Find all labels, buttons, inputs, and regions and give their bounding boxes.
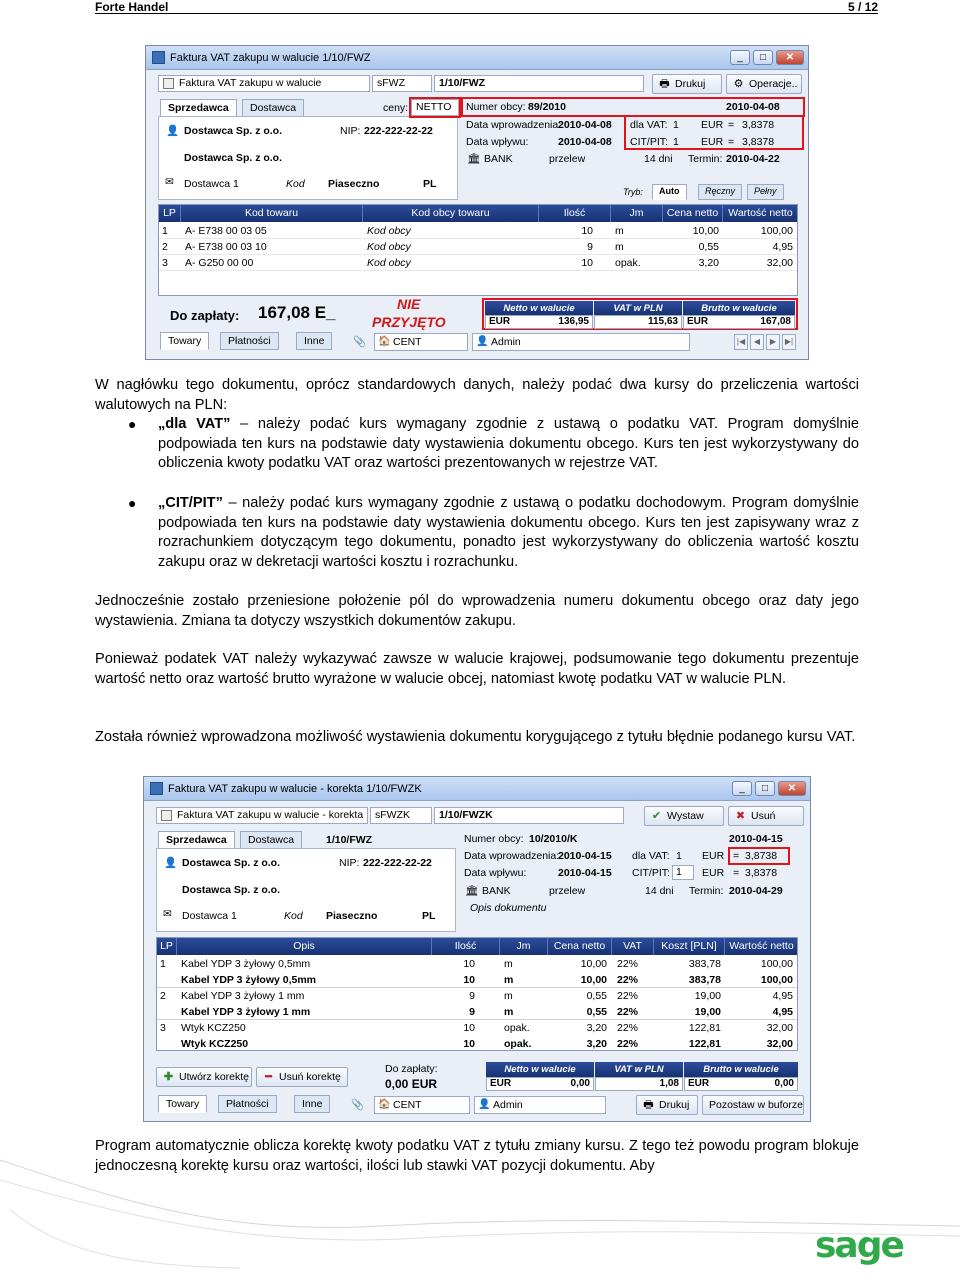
days: 14 dni bbox=[644, 153, 673, 165]
sum2-net: EUR 0,00 bbox=[486, 1077, 594, 1091]
col-item-code[interactable]: Kod towaru bbox=[181, 205, 363, 222]
table-cell: 3,20 bbox=[586, 1038, 607, 1050]
table-row[interactable] bbox=[157, 1004, 797, 1020]
col2-net-value[interactable]: Wartość netto bbox=[725, 938, 798, 955]
table-cell: m bbox=[504, 1006, 514, 1018]
sage-logo: sage bbox=[815, 1225, 903, 1266]
col-lp[interactable]: LP bbox=[159, 205, 181, 222]
col2-cost[interactable]: Koszt [PLN] bbox=[654, 938, 725, 955]
status-not: NIE bbox=[397, 296, 421, 312]
table-cell: A- E738 00 03 05 bbox=[185, 225, 267, 237]
table-cell: 10,00 bbox=[692, 225, 719, 237]
rate-cit-qty-2[interactable]: 1 bbox=[672, 865, 694, 880]
mode-label: Tryb: bbox=[623, 187, 643, 197]
rate-cit-eq-2: = bbox=[733, 867, 740, 879]
table-cell: 9 bbox=[587, 241, 593, 253]
bullet-1-dot: ● bbox=[128, 416, 137, 432]
table-cell: 10,00 bbox=[580, 974, 607, 986]
minimize-button[interactable]: _ bbox=[730, 50, 750, 65]
entry-date-label: Data wprowadzenia: bbox=[466, 119, 562, 131]
supplier-code: Dostawca 1 bbox=[184, 178, 239, 190]
city: Piaseczno bbox=[328, 178, 380, 190]
price-type-field[interactable]: NETTO bbox=[411, 99, 459, 116]
table-cell: 100,00 bbox=[760, 958, 793, 970]
table-cell: 10 bbox=[463, 1038, 475, 1050]
country-2: PL bbox=[422, 910, 436, 922]
foreign-number-label: Numer obcy: bbox=[466, 101, 526, 113]
user-icon-2: 👤 bbox=[478, 1099, 491, 1110]
table-cell: 10,00 bbox=[580, 958, 607, 970]
doc-number-field[interactable]: 1/10/FWZ bbox=[434, 75, 644, 92]
tab-supplier-2[interactable]: Dostawca bbox=[240, 831, 302, 849]
table-cell: Kabel YDP 3 żyłowy 1 mm bbox=[181, 990, 305, 1002]
table-cell: 10 bbox=[581, 225, 593, 237]
receipt-date-label: Data wpływu: bbox=[466, 136, 529, 148]
close-button[interactable]: ✕ bbox=[776, 50, 804, 65]
envelope-icon-2: ✉ bbox=[163, 908, 172, 920]
print-button[interactable]: 🖶 Drukuj bbox=[652, 74, 722, 94]
table-cell: 0,55 bbox=[586, 990, 607, 1002]
table-cell: 383,78 bbox=[688, 974, 721, 986]
sum-gross-header: Brutto w walucie bbox=[683, 301, 795, 316]
rate-cit-currency: EUR bbox=[701, 136, 724, 148]
keep-in-buffer-button[interactable]: Pozostaw w buforze bbox=[702, 1095, 804, 1115]
col2-lp[interactable]: LP bbox=[157, 938, 177, 955]
prev-record-button[interactable]: ◀ bbox=[750, 334, 764, 350]
table-cell: m bbox=[504, 974, 514, 986]
items-grid-2 bbox=[156, 937, 798, 1051]
last-record-button[interactable]: ▶| bbox=[782, 334, 796, 350]
price-type-label: ceny: bbox=[383, 102, 409, 114]
bullet-cit-term: „CIT/PIT” bbox=[158, 495, 223, 511]
kod-label: Kod bbox=[286, 178, 305, 190]
gear-icon: ⚙ bbox=[733, 78, 744, 90]
rate-cit-eq: = bbox=[728, 136, 735, 148]
remove-correction-button[interactable]: ━ Usuń korektę bbox=[256, 1067, 348, 1087]
table-cell: 10 bbox=[581, 257, 593, 269]
rate-vat-qty: 1 bbox=[673, 119, 679, 131]
table-cell: 0,55 bbox=[698, 241, 719, 253]
sum-gross: EUR 167,08 bbox=[683, 315, 795, 329]
table-cell: m bbox=[504, 958, 513, 970]
bullet-vat-term: „dla VAT” bbox=[158, 416, 231, 432]
table-row[interactable] bbox=[159, 239, 797, 255]
col-qty[interactable]: Ilość bbox=[539, 205, 611, 222]
user-icon: 👤 bbox=[476, 336, 489, 347]
table-row[interactable] bbox=[157, 972, 797, 988]
header-title: Forte Handel bbox=[95, 0, 169, 14]
invoice-window bbox=[145, 45, 809, 360]
title-bar bbox=[146, 46, 808, 70]
bullet-vat bbox=[158, 415, 859, 474]
original-doc-number: 1/10/FWZ bbox=[326, 834, 373, 846]
entry-date: 2010-04-08 bbox=[558, 119, 612, 131]
seller-name-2a: Dostawca Sp. z o.o. bbox=[182, 857, 281, 869]
tab-seller-2[interactable]: Sprzedawca bbox=[158, 831, 235, 849]
rate-vat-eq: = bbox=[728, 119, 735, 131]
nip-value-2: 222-222-22-22 bbox=[363, 857, 432, 869]
tab-items-2[interactable]: Towary bbox=[158, 1095, 207, 1113]
table-cell: 122,81 bbox=[688, 1038, 721, 1050]
correction-window bbox=[143, 776, 811, 1122]
nip-value: 222-222-22-22 bbox=[364, 125, 433, 137]
doc-description-label[interactable]: Opis dokumentu bbox=[470, 902, 547, 914]
doc-number-field-2[interactable]: 1/10/FWZK bbox=[434, 807, 624, 824]
table-cell: Kabel YDP 3 żyłowy 0,5mm bbox=[181, 974, 317, 986]
table-cell: 3,20 bbox=[698, 257, 719, 269]
issue-button[interactable]: ✔ Wystaw bbox=[644, 806, 724, 826]
page-header bbox=[95, 0, 878, 14]
rate-vat-label: dla VAT: bbox=[630, 119, 668, 131]
series-field-2[interactable]: sFWZK bbox=[370, 807, 432, 824]
table-cell: Kod obcy bbox=[367, 241, 411, 253]
bank-2: BANK bbox=[482, 885, 511, 897]
table-row[interactable] bbox=[159, 223, 797, 239]
minus-icon: ━ bbox=[265, 1071, 272, 1083]
doc-type-icon-2 bbox=[161, 810, 172, 821]
mode-full[interactable]: Pełny bbox=[747, 184, 784, 200]
table-cell: 3,20 bbox=[586, 1022, 607, 1034]
sum2-vat-header: VAT w PLN bbox=[595, 1062, 683, 1077]
paperclip-icon[interactable]: 📎 bbox=[353, 336, 367, 348]
table-cell: A- G250 00 00 bbox=[185, 257, 254, 269]
table-cell: opak. bbox=[615, 257, 641, 269]
table-row[interactable] bbox=[157, 1020, 797, 1036]
status-accepted: PRZYJĘTO bbox=[372, 314, 446, 330]
payment-method: przelew bbox=[549, 153, 586, 165]
user-field: 👤 Admin bbox=[472, 333, 690, 351]
table-cell: 122,81 bbox=[688, 1022, 721, 1034]
col2-desc[interactable]: Opis bbox=[177, 938, 432, 955]
operations-button[interactable]: ⚙ Operacje.. bbox=[726, 74, 802, 94]
table-cell: 100,00 bbox=[760, 225, 793, 237]
paperclip-icon-2[interactable]: 📎 bbox=[351, 1099, 365, 1111]
col2-unit[interactable]: Jm bbox=[500, 938, 548, 955]
print-button-2[interactable]: 🖶 Drukuj bbox=[636, 1095, 698, 1115]
seller-icon: 👤 bbox=[166, 125, 180, 137]
col2-qty[interactable]: Ilość bbox=[432, 938, 500, 955]
rate-cit-label: CIT/PIT: bbox=[630, 136, 668, 148]
table-row[interactable] bbox=[157, 1036, 797, 1051]
doc-type-field-2[interactable]: Faktura VAT zakupu w walucie - korekta bbox=[156, 807, 368, 824]
table-cell: 9 bbox=[469, 990, 475, 1002]
table-cell: 22% bbox=[617, 1038, 639, 1050]
col2-vat[interactable]: VAT bbox=[612, 938, 654, 955]
delete-button[interactable]: ✖ Usuń bbox=[728, 806, 804, 826]
receipt-date-label-2: Data wpływu: bbox=[464, 867, 527, 879]
table-cell: A- E738 00 03 10 bbox=[185, 241, 267, 253]
rate-vat-value-2[interactable]: 3,8738 bbox=[745, 850, 778, 862]
to-pay-label: Do zapłaty: bbox=[170, 308, 240, 323]
col-unit[interactable]: Jm bbox=[611, 205, 663, 222]
paragraph-fields: Jednocześnie zostało przeniesione położenie pól do wprowadzenia numeru dokumentu obcego oraz daty jego wystawienia. Zmiana ta dotyczy wszystkich dokumentów zakupu. bbox=[95, 593, 859, 629]
table-cell: 383,78 bbox=[688, 958, 721, 970]
table-cell: 22% bbox=[617, 974, 639, 986]
table-cell: Kabel YDP 3 żyłowy 0,5mm bbox=[181, 958, 311, 970]
page-number: 5 / 12 bbox=[847, 0, 878, 14]
bullet-cit-text: – należy podać kurs wymagany zgodnie z ustawą o podatku dochodowym. Program domyślnie podpowiada ten kurs na podstawie daty wystawienia dokumentu obcego. Kurs ten jest zapisywany wraz z rozrachunkiem dotyczącym tego dokumentu, ponadto jest wykorzystywany do obliczenia wartość kosztu zakupu oraz w dekretacji wartości kosztu i rozrachunku. bbox=[158, 495, 859, 570]
sum-vat: 115,63 bbox=[594, 315, 682, 329]
table-cell: Wtyk KCZ250 bbox=[181, 1038, 249, 1050]
table-cell: 4,95 bbox=[772, 1006, 793, 1018]
foreign-number-2: 10/2010/K bbox=[529, 833, 578, 845]
table-cell: 32,00 bbox=[766, 1022, 793, 1034]
window-title-2: Faktura VAT zakupu w walucie - korekta 1/10/FWZK bbox=[168, 783, 422, 795]
title-bar-2 bbox=[144, 777, 810, 801]
user-field-2: 👤 Admin bbox=[474, 1096, 606, 1114]
table-cell: Kod obcy bbox=[367, 225, 411, 237]
receipt-date: 2010-04-08 bbox=[558, 136, 612, 148]
paragraph-auto-correction: Program automatycznie oblicza korektę kwoty podatku VAT z tytułu zmiany kursu. Z tego też powodu program blokuje jednoczesną korektę kursu oraz wartości, ilości lub stawki VAT pozycji dokumentu. Aby bbox=[95, 1138, 859, 1174]
next-record-button[interactable]: ▶ bbox=[766, 334, 780, 350]
plus-icon: ✚ bbox=[163, 1071, 174, 1083]
maximize-button-2[interactable]: □ bbox=[755, 781, 775, 796]
table-cell: m bbox=[615, 225, 624, 237]
bank: BANK bbox=[484, 153, 513, 165]
table-cell: 22% bbox=[617, 1006, 639, 1018]
table-cell: 2 bbox=[162, 241, 168, 253]
to-pay-label-2: Do zapłaty: bbox=[385, 1063, 438, 1075]
entry-date-2: 2010-04-15 bbox=[558, 850, 612, 862]
table-cell: Wtyk KCZ250 bbox=[181, 1022, 246, 1034]
table-cell: 19,00 bbox=[694, 990, 721, 1002]
table-cell: 32,00 bbox=[766, 1038, 793, 1050]
table-cell: m bbox=[504, 990, 513, 1002]
rate-cit-value[interactable]: 3,8378 bbox=[742, 136, 775, 148]
table-cell: 10 bbox=[463, 1022, 475, 1034]
paragraph-vat-currency: Ponieważ podatek VAT należy wykazywać zawsze w walucie krajowej, podsumowanie tego dokumentu prezentuje wartość netto oraz wartość brutto wyrażone w walucie obcej, natomiast kwotę podatku VAT w walucie PLN. bbox=[95, 651, 859, 687]
table-cell: 3 bbox=[162, 257, 168, 269]
seller-name-2: Dostawca Sp. z o.o. bbox=[184, 152, 283, 164]
supplier-code-2: Dostawca 1 bbox=[182, 910, 237, 922]
tab-supplier[interactable]: Dostawca bbox=[242, 99, 304, 117]
warehouse-icon: 🏠 bbox=[378, 336, 391, 347]
table-cell: 22% bbox=[617, 990, 639, 1002]
nip-label-2: NIP: bbox=[339, 857, 360, 869]
bullet-cit bbox=[158, 494, 859, 572]
bullet-vat-text: – należy podać kurs wymagany zgodnie z ustawą o podatku VAT. Program domyślnie podpowiada ten kurs na podstawie daty wystawienia dokumentu obcego. Kurs ten jest wykorzystywany do obliczenia kwoty podatku VAT oraz wartości prezentowanych w rejestrze VAT. bbox=[158, 416, 859, 471]
rate-cit-qty: 1 bbox=[673, 136, 679, 148]
table-cell: Kabel YDP 3 żyłowy 1 mm bbox=[181, 1006, 311, 1018]
first-record-button[interactable]: |◀ bbox=[734, 334, 748, 350]
sum2-gross: EUR 0,00 bbox=[684, 1077, 798, 1091]
foreign-number: 89/2010 bbox=[528, 101, 566, 113]
table-row[interactable] bbox=[159, 255, 797, 271]
table-cell: 1 bbox=[160, 958, 166, 970]
seller-name-2b: Dostawca Sp. z o.o. bbox=[182, 884, 281, 896]
col-net-value[interactable]: Wartość netto bbox=[723, 205, 798, 222]
window-title: Faktura VAT zakupu w walucie 1/10/FWZ bbox=[170, 52, 371, 64]
seller-icon-2: 👤 bbox=[164, 857, 178, 869]
term-date-2: 2010-04-29 bbox=[729, 885, 783, 897]
tab-seller[interactable]: Sprzedawca bbox=[160, 99, 237, 117]
rate-cit-currency-2: EUR bbox=[702, 867, 725, 879]
col-net-price[interactable]: Cena netto bbox=[663, 205, 723, 222]
mode-manual[interactable]: Ręczny bbox=[698, 184, 742, 200]
foreign-number-label-2: Numer obcy: bbox=[464, 833, 524, 845]
maximize-button[interactable]: □ bbox=[753, 50, 773, 65]
sum2-net-header: Netto w walucie bbox=[486, 1062, 594, 1077]
table-cell: opak. bbox=[504, 1022, 530, 1034]
warehouse-field-2[interactable]: 🏠 CENT bbox=[374, 1096, 470, 1114]
create-correction-button[interactable]: ✚ Utwórz korektę bbox=[156, 1067, 252, 1087]
rate-vat-label-2: dla VAT: bbox=[632, 850, 670, 862]
doc-type-icon bbox=[163, 78, 174, 89]
payment-method-2: przelew bbox=[549, 885, 586, 897]
warehouse-icon-2: 🏠 bbox=[378, 1099, 391, 1110]
col-foreign-code[interactable]: Kod obcy towaru bbox=[363, 205, 539, 222]
bank-icon-2: 🏛 bbox=[465, 885, 479, 897]
bullet-2-dot: ● bbox=[128, 495, 137, 511]
series-field[interactable]: sFWZ bbox=[372, 75, 432, 92]
city-2: Piaseczno bbox=[326, 910, 378, 922]
rate-vat-qty-2: 1 bbox=[676, 850, 682, 862]
table-cell: Kod obcy bbox=[367, 257, 411, 269]
table-row[interactable] bbox=[157, 988, 797, 1004]
bank-icon: 🏛 bbox=[467, 153, 481, 165]
table-cell: 10 bbox=[463, 974, 475, 986]
tab-payments-2[interactable]: Płatności bbox=[218, 1095, 277, 1113]
table-cell: opak. bbox=[504, 1038, 532, 1050]
tab-items[interactable]: Towary bbox=[160, 332, 209, 350]
printer-icon: 🖶 bbox=[659, 78, 670, 90]
warehouse-field[interactable]: 🏠 CENT bbox=[374, 333, 468, 351]
table-cell: 3 bbox=[160, 1022, 166, 1034]
table-cell: m bbox=[615, 241, 624, 253]
table-cell: 22% bbox=[617, 1022, 639, 1034]
sum-vat-header: VAT w PLN bbox=[594, 301, 682, 316]
term-date: 2010-04-22 bbox=[726, 153, 780, 165]
table-cell: 1 bbox=[162, 225, 168, 237]
check-icon: ✔ bbox=[651, 810, 662, 822]
term-label-2: Termin: bbox=[689, 885, 724, 897]
table-cell: 4,95 bbox=[772, 990, 793, 1002]
table-cell: 22% bbox=[617, 958, 639, 970]
paragraph-intro: W nagłówku tego dokumentu, oprócz standardowych danych, należy podać dwa kursy do przeliczenia wartości walutowych na PLN: bbox=[95, 377, 859, 413]
table-cell: 10 bbox=[463, 958, 475, 970]
app-icon bbox=[152, 51, 165, 64]
receipt-date-2: 2010-04-15 bbox=[558, 867, 612, 879]
minimize-button-2[interactable]: _ bbox=[732, 781, 752, 796]
rate-vat-currency: EUR bbox=[701, 119, 724, 131]
envelope-icon: ✉ bbox=[165, 176, 174, 188]
sum2-vat: 1,08 bbox=[595, 1077, 683, 1091]
tab-other[interactable]: Inne bbox=[296, 332, 332, 350]
tab-payments[interactable]: Płatności bbox=[220, 332, 279, 350]
rate-vat-value[interactable]: 3,8378 bbox=[742, 119, 775, 131]
printer-icon-2: 🖶 bbox=[643, 1099, 654, 1111]
doc-date: 2010-04-08 bbox=[726, 101, 780, 113]
table-cell: 32,00 bbox=[766, 257, 793, 269]
to-pay-value: 167,08 E_ bbox=[258, 303, 336, 322]
sum-net: EUR 136,95 bbox=[485, 315, 593, 329]
days-2: 14 dni bbox=[645, 885, 674, 897]
doc-type-field[interactable]: Faktura VAT zakupu w walucie bbox=[158, 75, 370, 92]
kod-label-2: Kod bbox=[284, 910, 303, 922]
table-row[interactable] bbox=[157, 956, 797, 972]
table-cell: 0,55 bbox=[586, 1006, 607, 1018]
table-cell: 4,95 bbox=[772, 241, 793, 253]
doc-date-2: 2010-04-15 bbox=[729, 833, 783, 845]
seller-name: Dostawca Sp. z o.o. bbox=[184, 125, 283, 137]
country: PL bbox=[423, 178, 437, 190]
app-icon-2 bbox=[150, 782, 163, 795]
sum-net-header: Netto w walucie bbox=[485, 301, 593, 316]
table-cell: 9 bbox=[469, 1006, 475, 1018]
mode-auto[interactable]: Auto bbox=[652, 184, 687, 200]
sum2-gross-header: Brutto w walucie bbox=[684, 1062, 798, 1077]
price-type-highlight bbox=[409, 97, 461, 118]
rate-cit-value-2[interactable]: 3,8378 bbox=[745, 867, 778, 879]
tab-other-2[interactable]: Inne bbox=[294, 1095, 330, 1113]
nip-label: NIP: bbox=[340, 125, 361, 137]
table-cell: 19,00 bbox=[694, 1006, 721, 1018]
table-cell: 2 bbox=[160, 990, 166, 1002]
rate-vat-eq-2: = bbox=[733, 850, 740, 862]
term-label: Termin: bbox=[688, 153, 723, 165]
x-icon: ✖ bbox=[735, 810, 746, 822]
rate-vat-currency-2: EUR bbox=[702, 850, 725, 862]
table-cell: 100,00 bbox=[760, 974, 793, 986]
paragraph-correction: Została również wprowadzona możliwość wystawienia dokumentu korygującego z tytułu błędnie podanego kursu VAT. bbox=[95, 729, 856, 745]
rate-cit-label-2: CIT/PIT: bbox=[632, 867, 670, 879]
entry-date-label-2: Data wprowadzenia: bbox=[464, 850, 560, 862]
col2-net-price[interactable]: Cena netto bbox=[548, 938, 612, 955]
items-grid bbox=[158, 204, 798, 296]
to-pay-value-2: 0,00 EUR bbox=[385, 1077, 438, 1091]
close-button-2[interactable]: ✕ bbox=[778, 781, 806, 796]
